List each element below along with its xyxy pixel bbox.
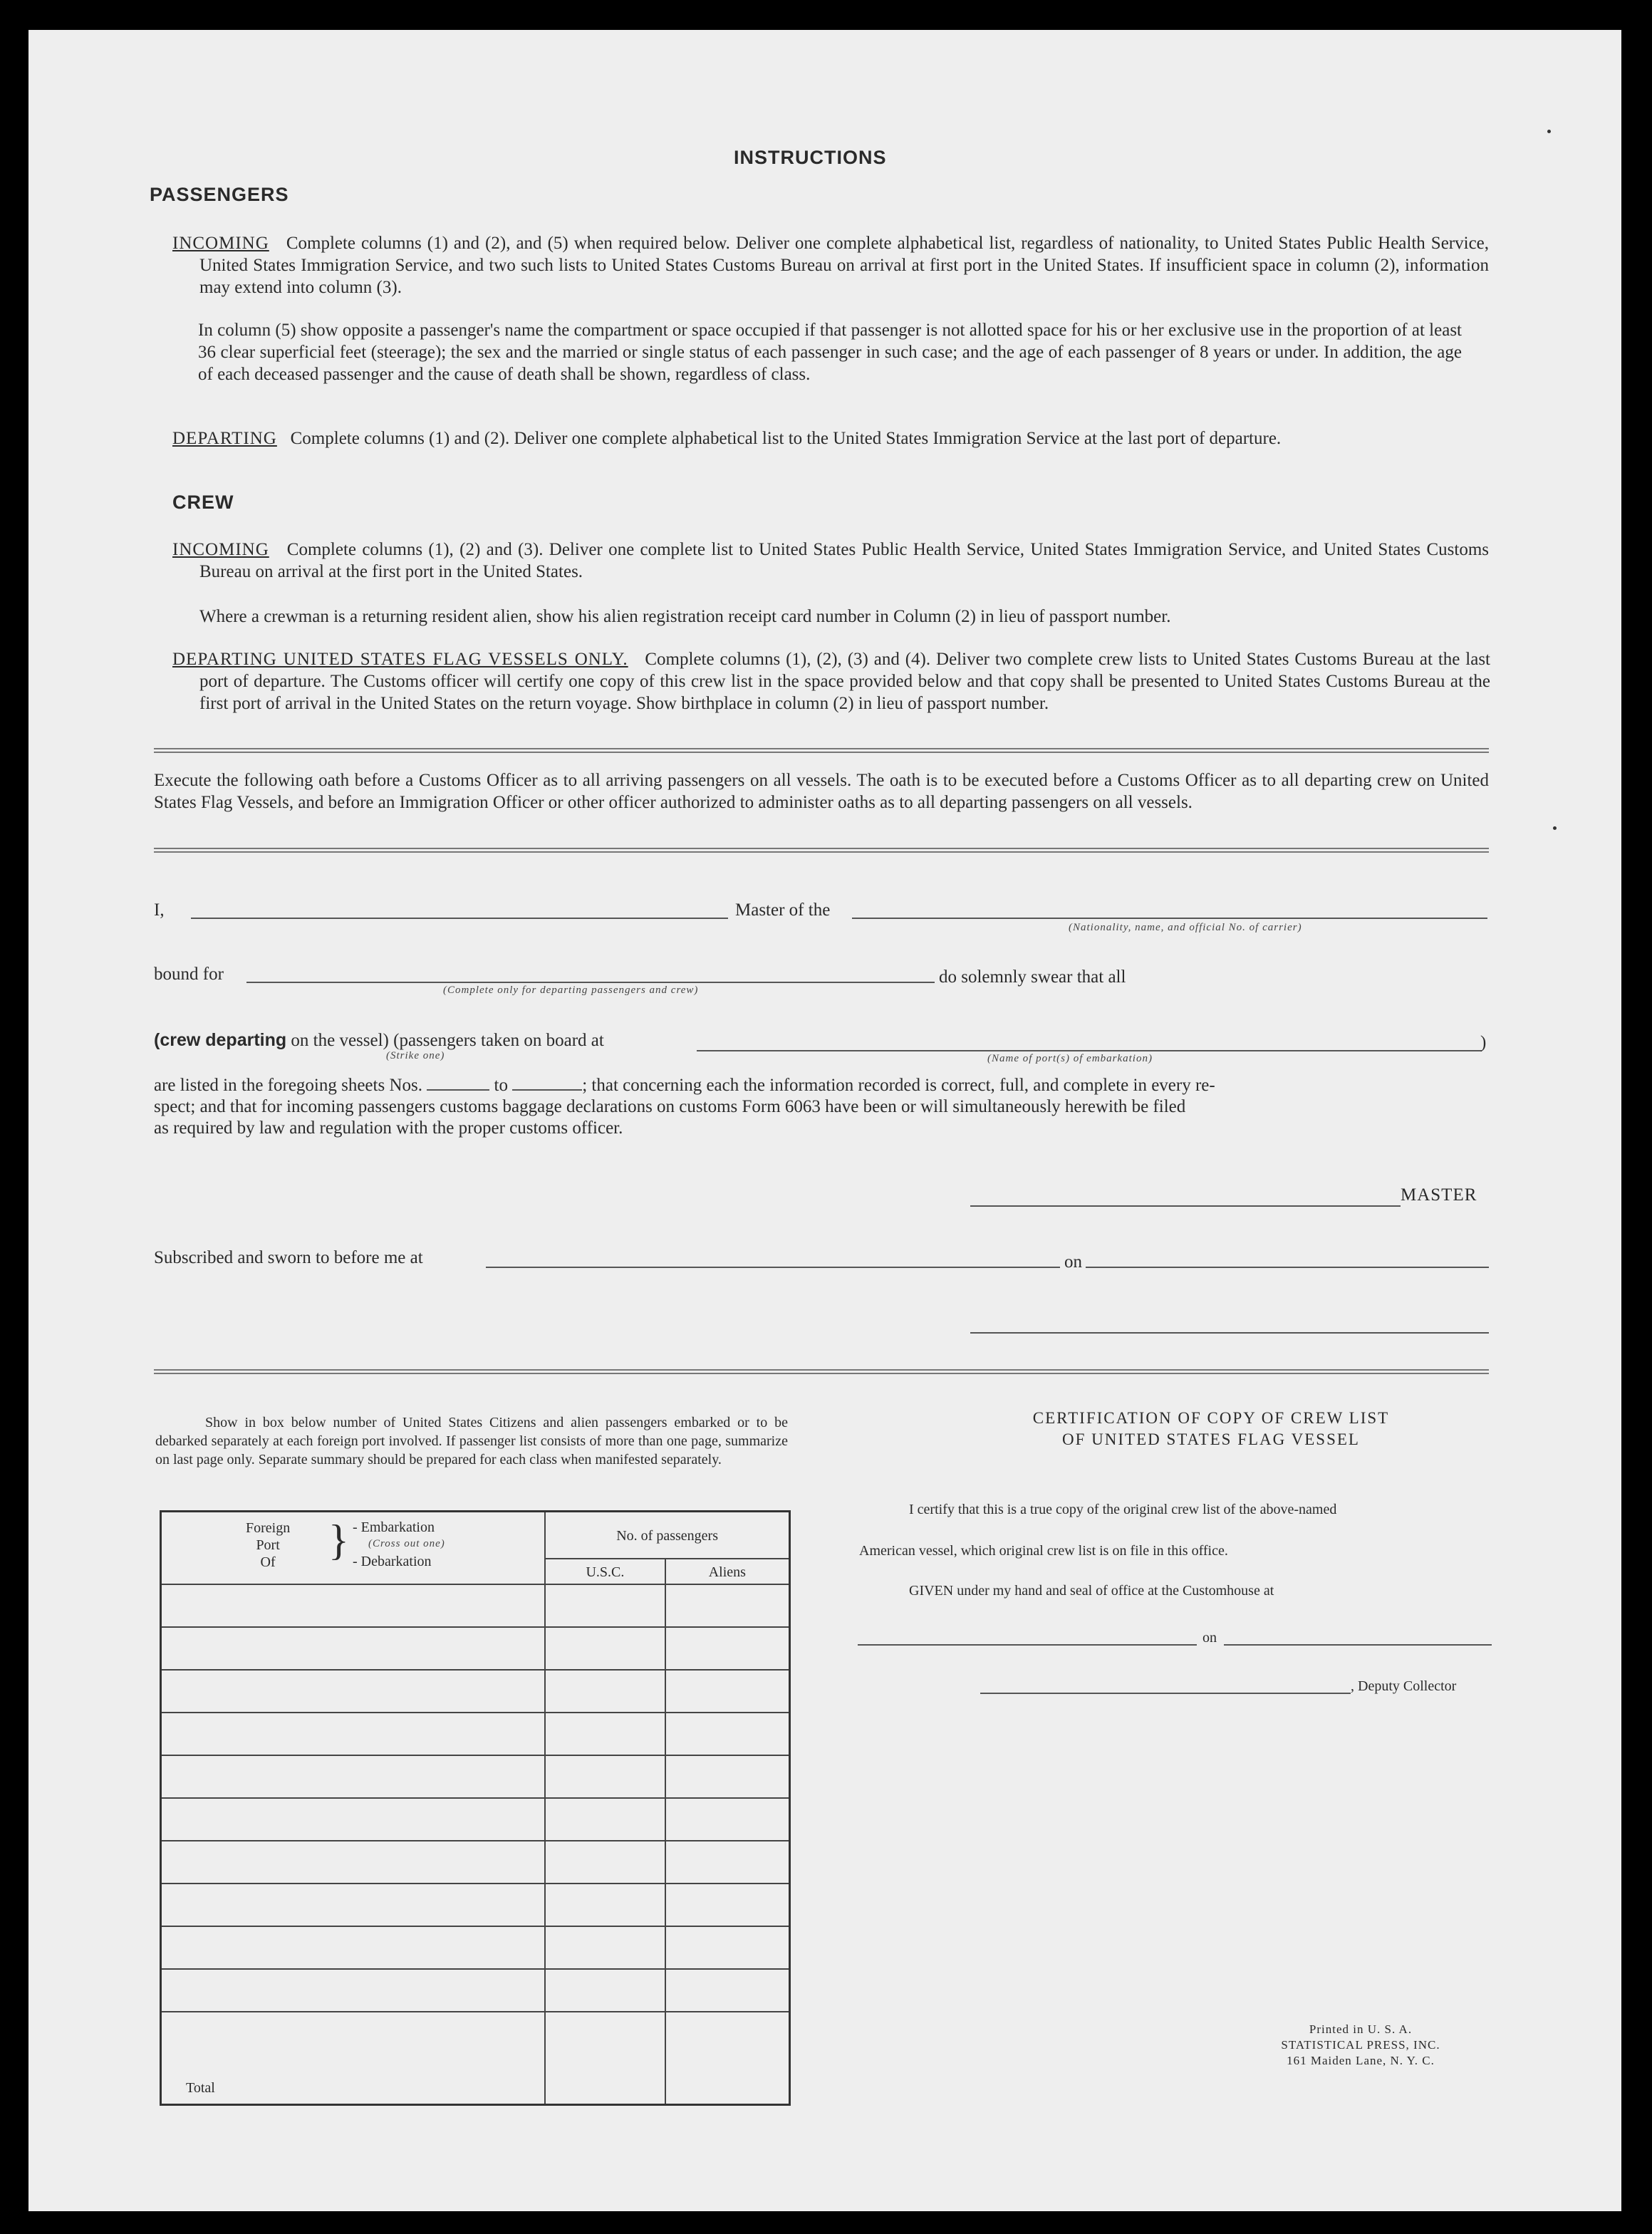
of-label: Of xyxy=(260,1554,276,1570)
ink-speck xyxy=(1553,826,1557,830)
usc-cell[interactable] xyxy=(545,1584,665,1627)
printer-line-2: STATISTICAL PRESS, INC. xyxy=(1281,2038,1440,2052)
usc-cell[interactable] xyxy=(545,1926,665,1969)
usc-cell[interactable] xyxy=(545,1713,665,1755)
aliens-cell[interactable] xyxy=(665,1670,790,1713)
bound-caption: (Complete only for departing passengers and crew) xyxy=(443,984,699,996)
aliens-cell[interactable] xyxy=(665,1841,790,1884)
usc-cell[interactable] xyxy=(545,1755,665,1798)
certify-text-b: American vessel, which original crew list is on file in this office. xyxy=(859,1543,1228,1559)
table-row xyxy=(161,1627,790,1670)
port-embarkation-field[interactable] xyxy=(697,1050,1482,1051)
table-row xyxy=(161,1884,790,1926)
aliens-cell[interactable] xyxy=(665,1627,790,1670)
port-cell[interactable] xyxy=(161,1713,546,1755)
usc-total-cell[interactable] xyxy=(545,2012,665,2105)
passengers-departing-text: Complete columns (1) and (2). Deliver one complete alphabetical list to the United States Immigration Service at the last port of departure. xyxy=(290,429,1282,448)
passenger-summary-table xyxy=(160,1510,791,2106)
table-row xyxy=(161,1584,790,1627)
aliens-header xyxy=(665,1559,790,1584)
port-caption: (Name of port(s) of embarkation) xyxy=(987,1053,1153,1064)
close-paren: ) xyxy=(1480,1033,1487,1052)
bound-for-label: bound for xyxy=(154,965,224,984)
crew-passengers-line xyxy=(154,1030,604,1051)
total-label-cell xyxy=(161,2012,546,2105)
bound-for-field[interactable] xyxy=(246,982,935,983)
table-row xyxy=(161,1755,790,1798)
table-row xyxy=(161,1926,790,1969)
cert-date-field[interactable] xyxy=(1224,1644,1492,1646)
usc-header xyxy=(545,1559,665,1584)
crew-departing-option[interactable]: (crew departing xyxy=(154,1030,287,1050)
aliens-total-cell[interactable] xyxy=(665,2012,790,2105)
port-cell[interactable] xyxy=(161,1969,546,2012)
crew-departing-label: DEPARTING UNITED STATES FLAG VESSELS ONLY. xyxy=(172,650,628,669)
column5-instruction: In column (5) show opposite a passenger's name the compartment or space occupied if that passenger is not allotted space for his or her exclusive use in the proportion of at least 36 clear superficial feet (steerage); the sex and the married or single status of each passenger in such case; and the age of each passenger of 8 years or under. In addition, the age of each deceased passenger and the cause of death shall be shown, regardless of class. xyxy=(198,321,1462,384)
section-divider xyxy=(154,848,1489,853)
port-cell[interactable] xyxy=(161,1798,546,1841)
listed-to: to xyxy=(494,1076,508,1095)
usc-cell[interactable] xyxy=(545,1670,665,1713)
crew-departing-text: Complete columns (1), (2), (3) and (4). Deliver two complete crew lists to United States Customs Bureau at the last port of departure. The Customs officer will certify one copy of this crew list in the space provided below and that copy shall be presented to United States Customs Bureau at the first port of arrival in the United States on the return voyage. Show birthplace in column (2) in lieu of passport number. xyxy=(199,650,1490,713)
given-text: GIVEN under my hand and seal of office at the Customhouse at xyxy=(909,1583,1274,1599)
printer-line-1: Printed in U. S. A. xyxy=(1309,2022,1413,2036)
usc-cell[interactable] xyxy=(545,1627,665,1670)
usc-label: U.S.C. xyxy=(586,1564,625,1580)
carrier-caption: (Nationality, name, and official No. of carrier) xyxy=(1069,922,1302,933)
table-row xyxy=(161,1713,790,1755)
summary-instructions: Show in box below number of United States Citizens and alien passengers embarked or to be debarked separately at each foreign port involved. If passenger list consists of more than one page, summarize on last page only. Separate summary should be prepared for each class when manifested separately. xyxy=(155,1415,788,1467)
usc-cell[interactable] xyxy=(545,1969,665,2012)
listed-line-2: spect; and that for incoming passengers customs baggage declarations on customs Form 6063 have been or will simultaneously herewith be filed xyxy=(154,1097,1186,1116)
certification-title-line-2: OF UNITED STATES FLAG VESSEL xyxy=(1062,1430,1360,1448)
port-cell[interactable] xyxy=(161,1755,546,1798)
port-cell[interactable] xyxy=(161,1670,546,1713)
listed-text-a: are listed in the foregoing sheets Nos. xyxy=(154,1076,422,1095)
crew-departing-instruction xyxy=(172,648,1490,715)
total-row xyxy=(161,2012,790,2105)
master-of-the-label: Master of the xyxy=(735,900,831,920)
subscribed-label: Subscribed and sworn to before me at xyxy=(154,1248,423,1267)
master-name-field[interactable] xyxy=(191,918,728,919)
total-label: Total xyxy=(186,2080,215,2096)
listed-line-1 xyxy=(154,1076,1215,1096)
page-title: INSTRUCTIONS xyxy=(734,147,887,168)
on-label: on xyxy=(1064,1252,1082,1272)
swear-text: do solemnly swear that all xyxy=(939,967,1126,987)
carrier-field[interactable] xyxy=(852,918,1487,919)
aliens-label: Aliens xyxy=(708,1564,746,1580)
brace-icon: } xyxy=(328,1517,349,1564)
certify-text-a: I certify that this is a true copy of the original crew list of the above-named xyxy=(909,1502,1337,1517)
aliens-cell[interactable] xyxy=(665,1713,790,1755)
master-label: MASTER xyxy=(1401,1185,1477,1205)
aliens-cell[interactable] xyxy=(665,1969,790,2012)
passengers-incoming-text: Complete columns (1) and (2), and (5) when required below. Deliver one complete alphabetical list, regardless of nationality, to United States Public Health Service, United States Immigration Service, and two such lists to United States Customs Bureau on arrival at first port in the United States. If insufficient space in column (2), information may extend into column (3). xyxy=(199,234,1490,297)
passengers-incoming-instruction xyxy=(172,232,1489,298)
port-cell[interactable] xyxy=(161,1884,546,1926)
usc-cell[interactable] xyxy=(545,1798,665,1841)
table-row xyxy=(161,1798,790,1841)
strike-caption: (Strike one) xyxy=(386,1050,445,1061)
embarkation-option[interactable]: - Embarkation xyxy=(353,1519,435,1535)
printer-line-3: 161 Maiden Lane, N. Y. C. xyxy=(1287,2054,1435,2067)
sheet-to-field[interactable] xyxy=(512,1089,582,1091)
usc-cell[interactable] xyxy=(545,1884,665,1926)
officer-signature-field[interactable] xyxy=(970,1332,1489,1334)
debarkation-option[interactable]: - Debarkation xyxy=(353,1554,432,1569)
cert-on-label: on xyxy=(1202,1630,1217,1646)
listed-line-3: as required by law and regulation with the proper customs officer. xyxy=(154,1118,623,1138)
sworn-place-field[interactable] xyxy=(486,1267,1060,1268)
crew-incoming-instruction xyxy=(172,539,1489,583)
aliens-cell[interactable] xyxy=(665,1926,790,1969)
table-row xyxy=(161,1969,790,2012)
deputy-collector-label: , Deputy Collector xyxy=(1351,1678,1457,1694)
incoming-label: INCOMING xyxy=(172,234,269,253)
foreign-label: Foreign xyxy=(246,1520,291,1536)
listed-text-b: ; that concerning each the information recorded is correct, full, and complete in every re- xyxy=(582,1076,1215,1095)
port-cell[interactable] xyxy=(161,1841,546,1884)
aliens-cell[interactable] xyxy=(665,1755,790,1798)
aliens-cell[interactable] xyxy=(665,1584,790,1627)
aliens-cell[interactable] xyxy=(665,1884,790,1926)
sheet-from-field[interactable] xyxy=(427,1089,489,1091)
cross-out-caption: (Cross out one) xyxy=(368,1538,445,1549)
deputy-signature-field[interactable] xyxy=(980,1693,1351,1694)
ink-speck xyxy=(1547,130,1551,133)
crew-incoming-text: Complete columns (1), (2) and (3). Deliver one complete list to United States Public Health Service, United States Immigration Service, and United States Customs Bureau on arrival at the first port in the United States. xyxy=(199,540,1490,581)
passengers-heading: PASSENGERS xyxy=(150,184,289,205)
aliens-cell[interactable] xyxy=(665,1798,790,1841)
oath-intro: Execute the following oath before a Customs Officer as to all arriving passengers on all vessels. The oath is to be executed before a Customs Officer as to all departing crew on United States Flag Vessels, and before an Immigration Officer or other officer authorized to administer oaths as to all departing passengers on all vessels. xyxy=(154,771,1489,812)
customhouse-field[interactable] xyxy=(858,1644,1197,1646)
printer-imprint xyxy=(1240,2022,1482,2069)
foreign-port-of xyxy=(246,1519,290,1571)
no-passengers-label: No. of passengers xyxy=(616,1528,718,1544)
port-cell[interactable] xyxy=(161,1926,546,1969)
usc-cell[interactable] xyxy=(545,1841,665,1884)
no-passengers-header xyxy=(545,1512,789,1559)
passengers-option[interactable]: on the vessel) (passengers taken on board at xyxy=(291,1031,604,1050)
crew-heading: CREW xyxy=(172,492,234,513)
port-header-cell xyxy=(161,1512,546,1585)
section-divider xyxy=(154,1369,1489,1374)
i-label: I, xyxy=(154,900,165,920)
passengers-departing-instruction xyxy=(172,427,1489,450)
section-divider xyxy=(154,748,1489,753)
port-cell[interactable] xyxy=(161,1627,546,1670)
resident-alien-note: Where a crewman is a returning resident alien, show his alien registration receipt card number in Column (2) in lieu of passport number. xyxy=(199,607,1171,626)
table-row xyxy=(161,1670,790,1713)
departing-label: DEPARTING xyxy=(172,429,277,448)
certification-title-line-1: CERTIFICATION OF COPY OF CREW LIST xyxy=(1032,1409,1390,1427)
crew-incoming-label: INCOMING xyxy=(172,540,269,559)
sworn-date-field[interactable] xyxy=(1086,1267,1489,1268)
port-cell[interactable] xyxy=(161,1584,546,1627)
table-row xyxy=(161,1841,790,1884)
master-signature-field[interactable] xyxy=(970,1205,1401,1207)
port-label: Port xyxy=(256,1537,280,1553)
certification-title xyxy=(926,1408,1496,1450)
